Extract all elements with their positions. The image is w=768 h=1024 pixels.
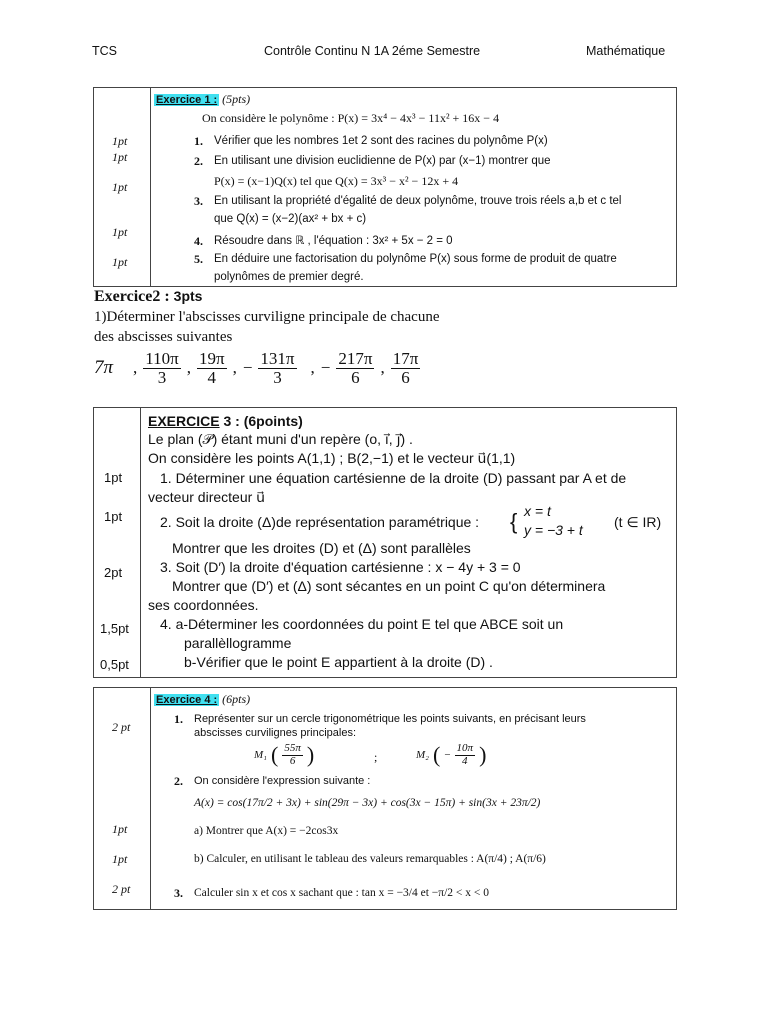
ex4-q1-line2: abscisses curvilignes principales:	[194, 727, 357, 739]
ex1-q4-num: 4.	[194, 234, 203, 248]
ex3-point-1: 1pt	[104, 470, 123, 485]
ex1-q1-num: 1.	[194, 134, 203, 148]
exercise-1-points: (5pts)	[222, 92, 251, 106]
ex2-value-first: 7π	[94, 357, 114, 379]
ex3-point-2: 1pt	[104, 509, 123, 524]
ex1-q2-line1: En utilisant une division euclidienne de P(x) par (x−1) montrer que	[214, 155, 551, 167]
exercise-4-points: (6pts)	[222, 692, 251, 706]
ex4-semicolon: ;	[374, 750, 378, 764]
ex4-q1-line1: Représenter sur un cercle trigonométrique les points suivants, en précisant leurs	[194, 713, 586, 725]
ex1-point-1: 1pt	[112, 134, 128, 148]
ex1-q3-line1: En utilisant la propriété d'égalité de deux polynôme, trouve trois réels a,b et c tel	[214, 195, 622, 207]
ex3-line-11: parallèllogramme	[184, 635, 292, 651]
ex3-system-1: x = t	[524, 503, 551, 519]
exercise-1-intro: On considère le polynôme : P(x) = 3x⁴ − 4x³ − 11x² + 16x − 4	[202, 111, 500, 125]
ex3-point-3: 2pt	[104, 565, 123, 580]
exercise-4-box	[93, 687, 677, 910]
ex4-qa: a) Montrer que A(x) = −2cos3x	[194, 825, 339, 837]
ex3-line-6: Montrer que les droites (D) et (Δ) sont parallèles	[172, 540, 471, 556]
ex3-line-9: ses coordonnées.	[148, 597, 259, 613]
exercise-4-title: Exercice 4 :	[156, 694, 218, 706]
ex3-line-4: vecteur directeur u⃗	[148, 489, 266, 505]
ex4-points-m2: M₂ ( − $\frac{10\pi}{4}$ )	[416, 741, 487, 767]
ex4-q3-num: 3.	[174, 886, 183, 900]
ex2-fraction-1: $\frac{110\pi}{3}$	[145, 349, 179, 387]
ex1-point-5: 1pt	[112, 255, 128, 269]
ex1-point-3: 1pt	[112, 180, 128, 194]
ex4-expression: A(x) = cos(17π/2 + 3x) + sin(29π − 3x) + cos(3x − 15π) + sin(3x + 23π/2)	[194, 797, 541, 809]
ex4-point-4: 2 pt	[112, 882, 131, 896]
ex3-line-7: 3. Soit (D′) la droite d'équation cartésienne : x − 4y + 3 = 0	[160, 559, 521, 575]
exercise-3-box: EXERCICE 3 : (6points) Le plan (𝒫) étant muni d'un repère (o, i⃗, j⃗) . On considère les points A(1,1) ; B(2,−1) et le vecteur u⃗(1,1) 1pt 1. Déterminer une équation cartésienne de la droite (D) passant par A et de vecteur directeur u⃗ 1pt 2. Soit la droite (Δ)de représentation paramétrique : { x = t y = −3 + t (t ∈ IR) Montrer que les droites (D) et (Δ) sont parallèles 2pt 3. Soit (D′) la droite d'équation cartésienne : x − 4y + 3 = 0 Montrer que (D′) et (Δ) sont sécantes en un point C qu'on déterminera ses coordonnées. 1,5pt 4. a-Déterminer les coordonnées du point E tel que ABCE soit un parallèllogramme 0,5pt b-Vérifier que le point E appartient à la droite (D) .	[93, 407, 677, 678]
ex4-q2: On considère l'expression suivante :	[194, 775, 371, 787]
exercise-2-points: 3pts	[173, 288, 203, 304]
ex3-point-5: 0,5pt	[100, 657, 129, 672]
ex1-point-2: 1pt	[112, 150, 128, 164]
ex4-point-1: 2 pt	[112, 720, 131, 734]
ex4-point-2: 1pt	[112, 822, 128, 836]
ex1-point-4: 1pt	[112, 225, 128, 239]
exercise-1-box	[93, 87, 677, 287]
ex1-q5-num: 5.	[194, 252, 203, 266]
ex3-point-4: 1,5pt	[100, 621, 129, 636]
exercise-2-values: 7π , $\frac{110\pi}{3}$ , $\frac{19\pi}{4}$ , − $\frac{131\pi}{3}$ , − $\frac{217\pi}{6}$ , $\frac{17\pi}{6}$	[94, 349, 419, 387]
ex1-q3-line2: que Q(x) = (x−2)(ax² + bx + c)	[214, 213, 367, 225]
ex1-q1: Vérifier que les nombres 1et 2 sont des racines du polynôme P(x)	[214, 135, 548, 147]
ex2-fraction-5: $\frac{17\pi}{6}$	[392, 349, 419, 387]
ex2-fraction-4: $\frac{217\pi}{6}$	[338, 349, 373, 387]
ex4-q3: Calculer sin x et cos x sachant que : tan x = −3/4 et −π/2 < x < 0	[194, 887, 490, 899]
ex4-q2-num: 2.	[174, 774, 183, 788]
header-left: TCS	[92, 44, 117, 58]
ex2-fraction-3: $\frac{131\pi}{3}$	[260, 349, 295, 387]
ex3-line-8: Montrer que (D′) et (Δ) sont sécantes en un point C qu'on déterminera	[172, 578, 606, 594]
ex4-qb: b) Calculer, en utilisant le tableau des valeurs remarquables : A(π/4) ; A(π/6)	[194, 853, 546, 865]
exercise-2-line2: des abscisses suivantes	[94, 329, 233, 345]
ex4-q1-num: 1.	[174, 712, 183, 726]
exercise-2-title: Exercice2 :	[94, 288, 170, 305]
ex3-line-12: b-Vérifier que le point E appartient à la droite (D) .	[184, 654, 493, 670]
ex4-points-m1: M₁ ( $\frac{55\pi}{6}$ )	[254, 741, 315, 767]
exercise-1-title: Exercice 1 :	[156, 94, 218, 106]
ex3-system-param: (t ∈ IR)	[614, 514, 662, 530]
exercise-2-line1: 1)Déterminer l'abscisses curviligne principale de chacune	[94, 309, 440, 325]
ex1-q2-line2: P(x) = (x−1)Q(x) tel que Q(x) = 3x³ − x² − 12x + 4	[214, 174, 459, 188]
ex4-point-3: 1pt	[112, 852, 128, 866]
ex1-q5-line2: polynômes de premier degré.	[214, 271, 364, 283]
ex1-q5-line1: En déduire une factorisation du polynôme P(x) sous forme de produit de quatre	[214, 253, 617, 265]
exercise-2-heading	[94, 288, 202, 306]
exercise-3-title: EXERCICE	[148, 413, 220, 429]
ex1-q4: Résoudre dans ℝ , l'équation : 3x² + 5x − 2 = 0	[214, 235, 453, 247]
header-right: Mathématique	[586, 44, 666, 58]
header-center: Contrôle Continu N 1A 2éme Semestre	[264, 44, 481, 58]
ex3-line-10: 4. a-Déterminer les coordonnées du point E tel que ABCE soit un	[160, 616, 564, 632]
ex3-line-2: On considère les points A(1,1) ; B(2,−1) et le vecteur u⃗(1,1)	[148, 450, 516, 466]
ex3-line-3: 1. Déterminer une équation cartésienne de la droite (D) passant par A et de	[160, 470, 627, 486]
ex3-system-2: y = −3 + t	[524, 522, 583, 538]
ex3-line-5: 2. Soit la droite (Δ)de représentation paramétrique :	[160, 514, 480, 530]
ex2-fraction-2: $\frac{19\pi}{4}$	[198, 349, 225, 387]
ex1-q2-num: 2.	[194, 154, 203, 168]
ex1-q3-num: 3.	[194, 194, 203, 208]
ex3-line-1: Le plan (𝒫) étant muni d'un repère (o, i⃗, j⃗) .	[148, 431, 413, 447]
